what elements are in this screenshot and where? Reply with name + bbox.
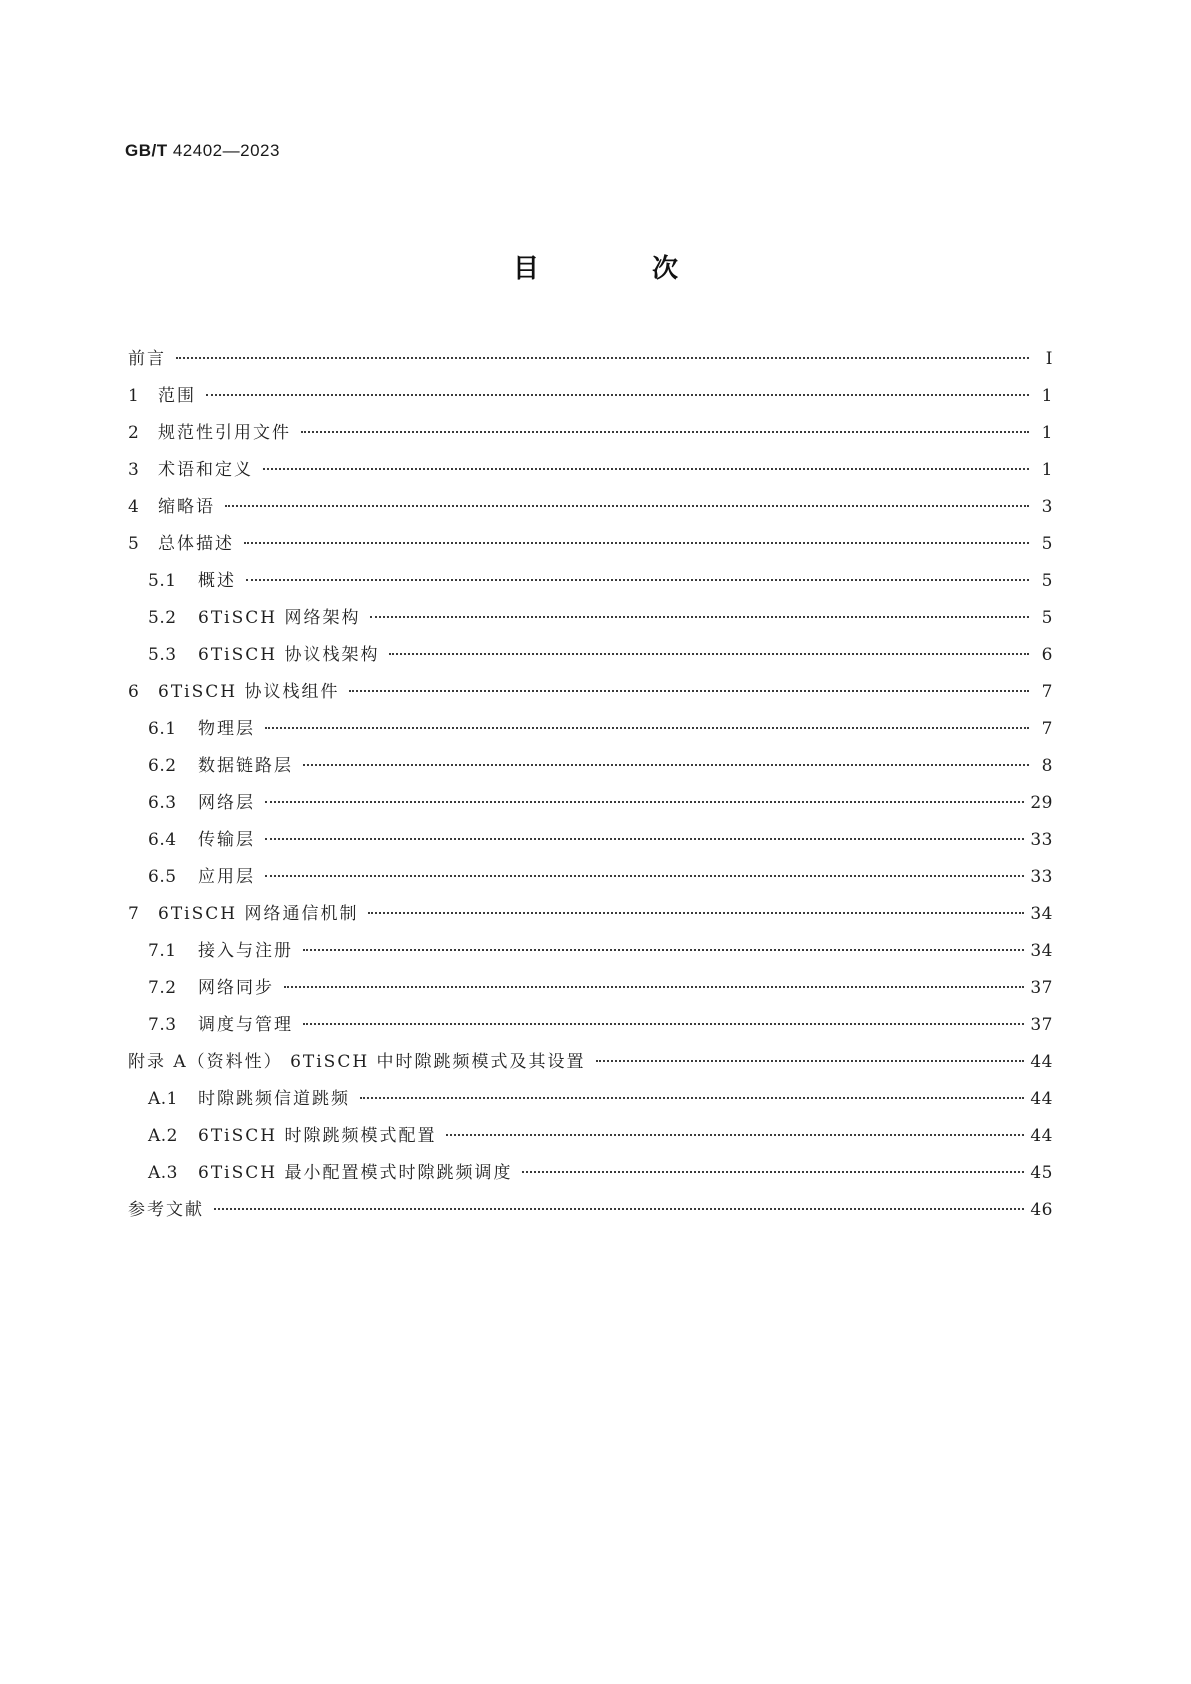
toc-entry-number: 6 bbox=[128, 682, 140, 702]
toc-entry[interactable] bbox=[128, 1121, 1053, 1158]
toc-entry-page: 3 bbox=[1041, 497, 1053, 517]
toc-entry-label: 时隙跳频信道跳频 bbox=[198, 1089, 350, 1109]
toc-entry-page: 46 bbox=[1030, 1200, 1053, 1220]
toc-entry-page: 33 bbox=[1030, 830, 1053, 850]
toc-entry[interactable] bbox=[128, 825, 1053, 862]
toc-entry[interactable] bbox=[128, 788, 1053, 825]
toc-entry-label: 总体描述 bbox=[158, 534, 234, 554]
dot-leader bbox=[303, 949, 1024, 951]
toc-entry[interactable] bbox=[128, 862, 1053, 899]
dot-leader bbox=[246, 579, 1029, 581]
toc-entry[interactable] bbox=[128, 973, 1053, 1010]
toc-entry-number: 4 bbox=[128, 497, 140, 517]
dot-leader bbox=[284, 986, 1024, 988]
toc-entry-number: 5.1 bbox=[148, 571, 177, 591]
toc-entry-number: 5.3 bbox=[148, 645, 177, 665]
toc-entry-label: 物理层 bbox=[198, 719, 255, 739]
toc-entry-page: 8 bbox=[1041, 756, 1053, 776]
dot-leader bbox=[206, 394, 1029, 396]
toc-entry-page: 44 bbox=[1030, 1052, 1053, 1072]
toc-entry-number: 5 bbox=[128, 534, 140, 554]
dot-leader bbox=[265, 838, 1024, 840]
dot-leader bbox=[265, 727, 1029, 729]
toc-entry[interactable] bbox=[128, 603, 1053, 640]
toc-entry-page: 7 bbox=[1041, 682, 1053, 702]
dot-leader bbox=[349, 690, 1029, 692]
toc-entry-page: 29 bbox=[1030, 793, 1053, 813]
toc-entry[interactable] bbox=[128, 418, 1053, 455]
dot-leader bbox=[265, 875, 1024, 877]
toc-entry-page: 45 bbox=[1030, 1163, 1053, 1183]
toc-entry[interactable] bbox=[128, 1084, 1053, 1121]
toc-entry[interactable] bbox=[128, 566, 1053, 603]
dot-leader bbox=[389, 653, 1029, 655]
standard-code bbox=[125, 141, 280, 161]
toc-entry-number: 6.1 bbox=[148, 719, 177, 739]
toc-entry-number: 7.1 bbox=[148, 941, 177, 961]
toc-entry-number: 6.3 bbox=[148, 793, 177, 813]
toc-entry-number: 3 bbox=[128, 460, 140, 480]
toc-entry-page: 37 bbox=[1030, 978, 1053, 998]
toc-entry[interactable] bbox=[128, 381, 1053, 418]
dot-leader bbox=[368, 912, 1024, 914]
toc-entry[interactable] bbox=[128, 1010, 1053, 1047]
toc-entry-label: 概述 bbox=[198, 571, 236, 591]
dot-leader bbox=[265, 801, 1024, 803]
toc-entry-page: 44 bbox=[1030, 1126, 1053, 1146]
toc-entry-number: 2 bbox=[128, 423, 140, 443]
toc-entry-label: 6TiSCH 最小配置模式时隙跳频调度 bbox=[198, 1163, 513, 1183]
toc-entry-label: 范围 bbox=[158, 386, 196, 406]
dot-leader bbox=[522, 1171, 1024, 1173]
dot-leader bbox=[301, 431, 1029, 433]
toc-entry-label: 前言 bbox=[128, 349, 166, 369]
toc-entry-label: 6TiSCH 协议栈组件 bbox=[158, 682, 340, 702]
toc-entry-label: 网络同步 bbox=[198, 978, 274, 998]
toc-entry-page: 1 bbox=[1041, 386, 1053, 406]
toc-entry-number: 6.4 bbox=[148, 830, 177, 850]
toc-entry-page: 34 bbox=[1030, 904, 1053, 924]
toc-entry-page: 5 bbox=[1041, 608, 1053, 628]
toc-entry-number: 7 bbox=[128, 904, 140, 924]
dot-leader bbox=[360, 1097, 1024, 1099]
toc-entry-page: 1 bbox=[1041, 423, 1053, 443]
toc-entry-page: 33 bbox=[1030, 867, 1053, 887]
toc-entry-page: 6 bbox=[1041, 645, 1053, 665]
toc-entry-page: 44 bbox=[1030, 1089, 1053, 1109]
toc-entry-page: Ⅰ bbox=[1045, 349, 1053, 369]
toc-entry-label: 调度与管理 bbox=[198, 1015, 293, 1035]
toc-entry-label: 数据链路层 bbox=[198, 756, 293, 776]
toc-entry[interactable] bbox=[128, 344, 1053, 381]
toc-entry[interactable] bbox=[128, 529, 1053, 566]
dot-leader bbox=[176, 357, 1029, 359]
toc-entry-label: 6TiSCH 网络架构 bbox=[198, 608, 361, 628]
toc-entry[interactable] bbox=[128, 1195, 1053, 1232]
toc-entry-page: 37 bbox=[1030, 1015, 1053, 1035]
toc-entry-number: 6.5 bbox=[148, 867, 177, 887]
dot-leader bbox=[225, 505, 1029, 507]
toc-entry-page: 5 bbox=[1041, 534, 1053, 554]
toc-entry-label: 应用层 bbox=[198, 867, 255, 887]
toc-entry-label: 6TiSCH 协议栈架构 bbox=[198, 645, 380, 665]
toc-entry[interactable] bbox=[128, 714, 1053, 751]
toc-entry-page: 5 bbox=[1041, 571, 1053, 591]
dot-leader bbox=[446, 1134, 1024, 1136]
toc-entry-label: 6TiSCH 时隙跳频模式配置 bbox=[198, 1126, 437, 1146]
toc-entry-label: 接入与注册 bbox=[198, 941, 293, 961]
toc-entry[interactable] bbox=[128, 899, 1053, 936]
toc-entry[interactable] bbox=[128, 455, 1053, 492]
standard-code-prefix: GB/T bbox=[125, 141, 168, 160]
toc-entry-number: A.1 bbox=[148, 1089, 178, 1109]
table-of-contents bbox=[128, 344, 1053, 1232]
toc-entry-page: 7 bbox=[1041, 719, 1053, 739]
page-title: 目 次 bbox=[512, 254, 731, 284]
toc-entry-number: A.3 bbox=[148, 1163, 178, 1183]
dot-leader bbox=[263, 468, 1029, 470]
toc-entry-label: 规范性引用文件 bbox=[158, 423, 291, 443]
toc-entry-label: 网络层 bbox=[198, 793, 255, 813]
standard-code-number: 42402—2023 bbox=[172, 141, 280, 160]
toc-entry-number: 5.2 bbox=[148, 608, 177, 628]
toc-entry-label: 参考文献 bbox=[128, 1200, 204, 1220]
toc-entry-number: A.2 bbox=[148, 1126, 178, 1146]
dot-leader bbox=[370, 616, 1029, 618]
dot-leader bbox=[244, 542, 1029, 544]
dot-leader bbox=[303, 764, 1029, 766]
toc-entry-label: 传输层 bbox=[198, 830, 255, 850]
toc-entry[interactable] bbox=[128, 936, 1053, 973]
toc-entry[interactable] bbox=[128, 1158, 1053, 1195]
dot-leader bbox=[214, 1208, 1024, 1210]
toc-entry-number: 7.2 bbox=[148, 978, 177, 998]
toc-entry[interactable] bbox=[128, 640, 1053, 677]
toc-entry[interactable] bbox=[128, 492, 1053, 529]
toc-entry-number: 6.2 bbox=[148, 756, 177, 776]
toc-entry-label: 附录 A（资料性） 6TiSCH 中时隙跳频模式及其设置 bbox=[128, 1052, 586, 1072]
toc-entry-number: 7.3 bbox=[148, 1015, 177, 1035]
toc-entry-label: 6TiSCH 网络通信机制 bbox=[158, 904, 359, 924]
toc-entry-page: 1 bbox=[1041, 460, 1053, 480]
toc-entry[interactable] bbox=[128, 1047, 1053, 1084]
toc-entry-label: 术语和定义 bbox=[158, 460, 253, 480]
dot-leader bbox=[303, 1023, 1024, 1025]
toc-entry-label: 缩略语 bbox=[158, 497, 215, 517]
dot-leader bbox=[596, 1060, 1025, 1062]
toc-entry-page: 34 bbox=[1030, 941, 1053, 961]
toc-entry[interactable] bbox=[128, 751, 1053, 788]
toc-entry-number: 1 bbox=[128, 386, 140, 406]
toc-entry[interactable] bbox=[128, 677, 1053, 714]
